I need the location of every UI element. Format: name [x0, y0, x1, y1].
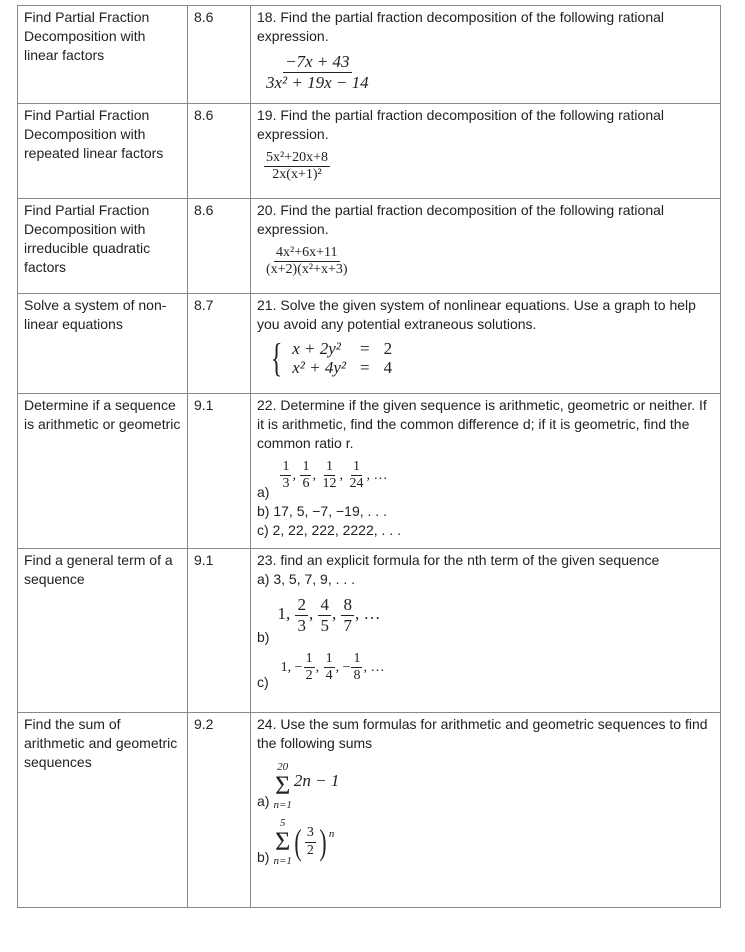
- topic-cell: Solve a system of non-linear equations: [18, 294, 188, 394]
- problem-text: 23. find an explicit formula for the nth term of the given sequence: [257, 552, 660, 568]
- denominator: 5: [320, 615, 329, 635]
- problem-cell: [251, 104, 721, 199]
- problem-cell: [251, 713, 721, 908]
- eq-sign: =: [359, 339, 370, 358]
- numerator: 2: [297, 595, 306, 614]
- topic-cell: Find Partial Fraction Decomposition with repeated linear factors: [18, 104, 188, 199]
- eq-sign: =: [359, 358, 370, 377]
- part-b-label: b): [257, 629, 270, 646]
- fraction: [264, 150, 330, 183]
- table-row: [18, 394, 721, 549]
- numerator: 4x²+6x+11: [274, 245, 339, 262]
- table-row: [18, 104, 721, 199]
- part-b-label: b): [257, 849, 270, 865]
- problem-cell: [251, 394, 721, 549]
- numerator: 4: [320, 595, 329, 614]
- section-cell: 8.7: [188, 294, 251, 394]
- part-b: b) 17, 5, −7, −19, . . .: [257, 503, 387, 520]
- problem-text: 24. Use the sum formulas for arithmetic and geometric sequences to find the following sums: [257, 716, 708, 751]
- denominator: 2: [305, 668, 313, 684]
- ellipsis: …: [363, 603, 381, 623]
- numerator: 1: [280, 459, 291, 476]
- table-row: [18, 6, 721, 104]
- denominator: 2x(x+1)²: [272, 167, 322, 183]
- topic-cell: Find a general term of a sequence: [18, 549, 188, 713]
- denominator: 4: [325, 668, 333, 684]
- numerator: 1: [324, 651, 335, 668]
- part-c-label: c): [257, 674, 269, 691]
- topic-cell: Find Partial Fraction Decomposition with irreducible quadratic factors: [18, 199, 188, 294]
- eq1-lhs: x + 2y²: [292, 339, 341, 358]
- numerator: 3: [305, 825, 316, 842]
- denominator: 2: [306, 842, 314, 858]
- problem-text: 22. Determine if the given sequence is arithmetic, geometric or neither. If it is arithmetic, find the common difference d; if it is geometric, find the common ratio r.: [257, 397, 707, 451]
- table-row: [18, 549, 721, 713]
- part-c: c) 2, 22, 222, 2222, . . .: [257, 522, 401, 539]
- sequence-a: $\frac{1}{3}$ , $\frac{1}{6}$ , $\frac{1}{12}$ , $\frac{1}{24}$ , …: [282, 459, 388, 492]
- problem-text: 18. Find the partial fraction decomposition of the following rational expression.: [257, 9, 665, 44]
- part-a: a) 3, 5, 7, 9, . . .: [257, 571, 356, 587]
- section-cell: 8.6: [188, 6, 251, 104]
- denominator: 6: [302, 476, 310, 492]
- topic-cell: Find Partial Fraction Decomposition with linear factors: [18, 6, 188, 104]
- sigma-icon: Σ: [275, 827, 291, 856]
- ellipsis: …: [370, 659, 385, 675]
- ellipsis: …: [373, 467, 388, 483]
- numerator: 1: [351, 651, 362, 668]
- numerator: −7x + 43: [285, 52, 350, 71]
- first-term: 1,: [277, 603, 291, 623]
- fraction: [264, 245, 350, 278]
- sum-a: [273, 761, 339, 811]
- problem-cell: [251, 549, 721, 713]
- equation-system: [267, 335, 714, 380]
- part-a-label: a): [257, 484, 270, 501]
- sequence-b: 1, $\frac{2}{3}$ , $\frac{4}{5}$ , $\frac{8}{7}$ , …: [277, 595, 381, 635]
- brace-icon: {: [270, 335, 283, 380]
- section-cell: 9.2: [188, 713, 251, 908]
- problem-cell: [251, 294, 721, 394]
- eq2-rhs: 4: [383, 358, 393, 377]
- problem-text: 21. Solve the given system of nonlinear equations. Use a graph to help you avoid any potential extraneous solutions.: [257, 297, 696, 332]
- section-cell: 8.6: [188, 104, 251, 199]
- section-cell: 9.1: [188, 394, 251, 549]
- problem-text: 19. Find the partial fraction decomposition of the following rational expression.: [257, 107, 665, 142]
- topic-cell: Find the sum of arithmetic and geometric sequences: [18, 713, 188, 908]
- denominator: 8: [353, 668, 361, 684]
- part-a-label: a): [257, 793, 270, 809]
- problem-cell: [251, 6, 721, 104]
- section-cell: 9.1: [188, 549, 251, 713]
- lower-limit: n=1: [273, 855, 292, 867]
- worksheet-table: [17, 5, 721, 908]
- problem-text: 20. Find the partial fraction decomposition of the following rational expression.: [257, 202, 665, 237]
- sum-b: [273, 817, 334, 867]
- minus: −: [294, 659, 303, 675]
- fraction: [264, 52, 371, 92]
- sequence-c: 1, − $\frac{1}{2}$ , $\frac{1}{4}$ , − $\frac{1}{8}$ , …: [280, 651, 385, 684]
- numerator: 1: [351, 459, 362, 476]
- numerator: 1: [304, 651, 315, 668]
- problem-cell: [251, 199, 721, 294]
- denominator: 24: [349, 476, 364, 492]
- first-term: 1,: [280, 659, 292, 675]
- topic-cell: Determine if a sequence is arithmetic or geometric: [18, 394, 188, 549]
- upper-limit: 20: [277, 761, 289, 773]
- eq1-rhs: 2: [383, 339, 393, 358]
- sigma-icon: Σ: [275, 771, 291, 800]
- numerator: 1: [300, 459, 311, 476]
- upper-limit: 5: [279, 817, 286, 829]
- right-paren: ): [319, 821, 327, 862]
- minus: −: [342, 659, 351, 675]
- numerator: 5x²+20x+8: [264, 150, 330, 167]
- denominator: 3: [282, 476, 290, 492]
- lower-limit: n=1: [273, 799, 292, 811]
- left-paren: (: [294, 821, 302, 862]
- section-cell: 8.6: [188, 199, 251, 294]
- denominator: 3x² + 19x − 14: [266, 72, 369, 92]
- exponent: n: [328, 828, 335, 840]
- summand: 2n − 1: [293, 770, 340, 790]
- table-row: [18, 294, 721, 394]
- table-row: [18, 713, 721, 908]
- denominator: 3: [297, 615, 306, 635]
- table-row: [18, 199, 721, 294]
- eq2-lhs: x² + 4y²: [292, 358, 346, 377]
- denominator: (x+2)(x²+x+3): [266, 262, 348, 278]
- numerator: 8: [343, 595, 352, 614]
- denominator: 7: [343, 615, 352, 635]
- denominator: 12: [322, 476, 337, 492]
- numerator: 1: [324, 459, 335, 476]
